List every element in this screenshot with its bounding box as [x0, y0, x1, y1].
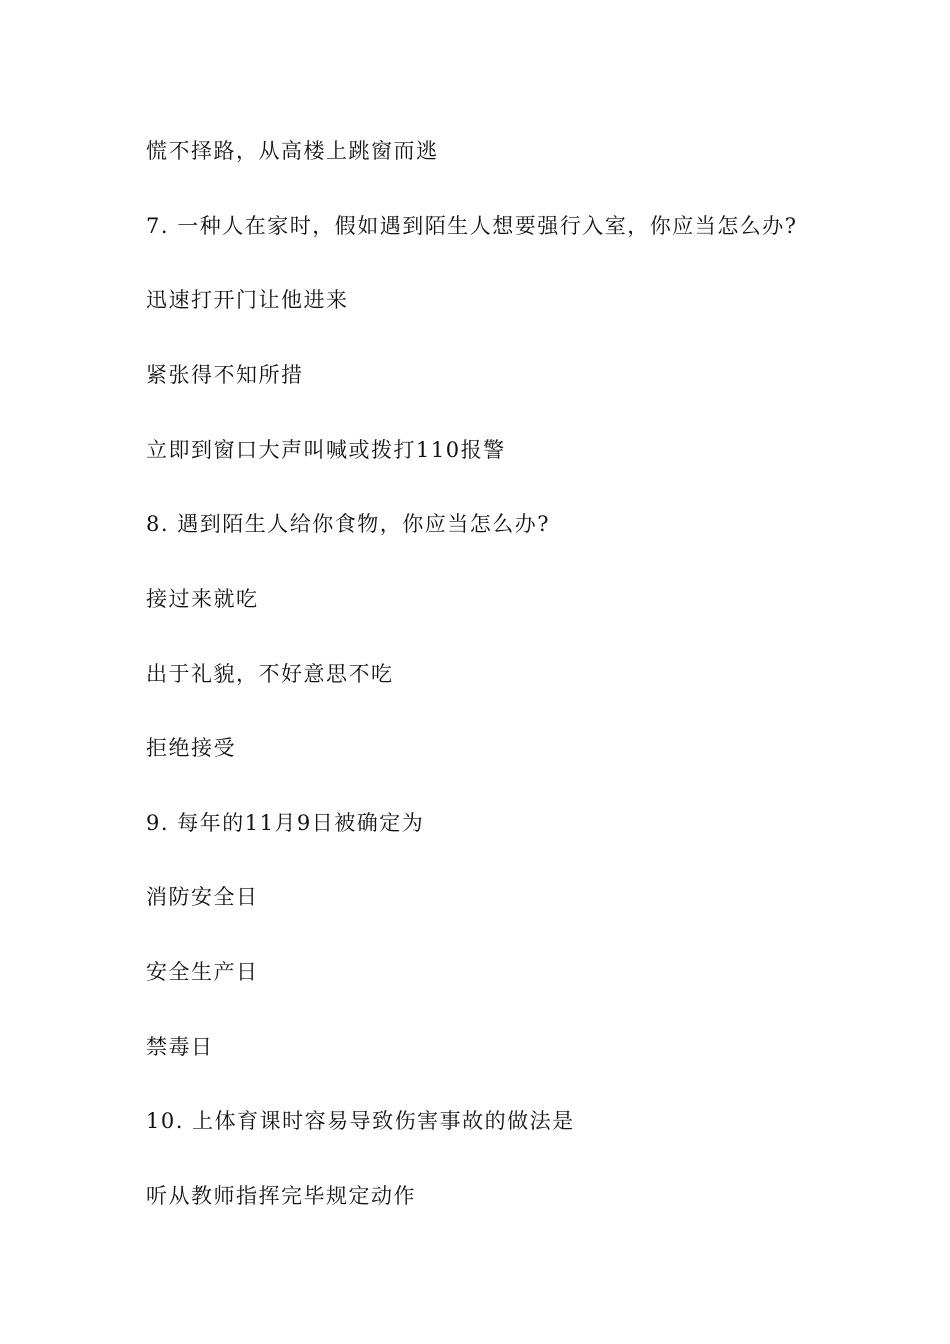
answer-option: 慌不择路，从高楼上跳窗而逃: [146, 139, 439, 163]
answer-option: 迅速打开门让他进来: [146, 288, 349, 312]
question-10: 10. 上体育课时容易导致伤害事故的做法是: [146, 1109, 575, 1133]
question-8: 8. 遇到陌生人给你食物，你应当怎么办?: [146, 512, 550, 536]
question-9: 9. 每年的11月9日被确定为: [146, 811, 425, 835]
answer-option: 禁毒日: [146, 1035, 214, 1059]
answer-option: 出于礼貌，不好意思不吃: [146, 662, 394, 686]
question-7: 7. 一种人在家时，假如遇到陌生人想要强行入室，你应当怎么办?: [146, 214, 798, 238]
answer-option: 消防安全日: [146, 885, 259, 909]
answer-option: 接过来就吃: [146, 587, 259, 611]
answer-option: 立即到窗口大声叫喊或拨打110报警: [146, 438, 506, 462]
answer-option: 紧张得不知所措: [146, 363, 304, 387]
answer-option: 听从教师指挥完毕规定动作: [146, 1184, 416, 1208]
answer-option: 安全生产日: [146, 960, 259, 984]
answer-option: 拒绝接受: [146, 736, 236, 760]
